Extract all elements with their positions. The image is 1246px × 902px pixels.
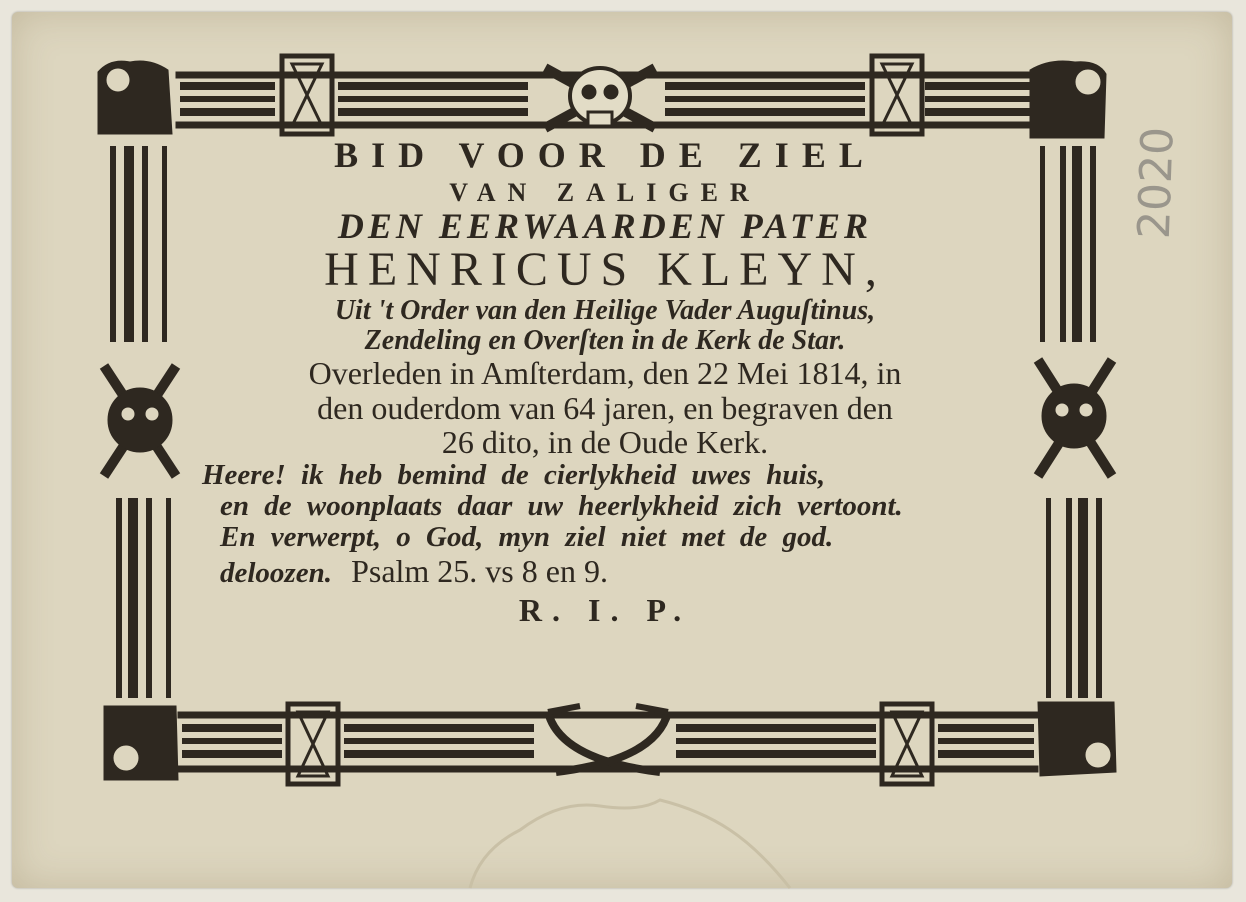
prayer-line-4-italic: deloozen.: [220, 556, 332, 589]
burial-line: 26 dito, in de Oude Kerk.: [441, 424, 769, 461]
death-line: Overleden in Amſterdam, den 22 Mei 1814, in: [308, 355, 902, 392]
psalm-reference: Psalm 25. vs 8 en 9.: [351, 552, 608, 589]
pencil-annotation: 2020: [1128, 126, 1184, 240]
deceased-name: HENRICUS KLEYN,: [324, 242, 886, 296]
prayer-line-2: en de woonplaats daar uw heerlykheid zich vertoont.: [220, 490, 903, 523]
rip-line: R. I. P.: [518, 592, 692, 629]
prayer-line-1: Heere! ik heb bemind de cierlykheid uwes huis,: [202, 458, 826, 491]
heading-van-zaliger: VAN ZALIGER: [449, 177, 761, 207]
order-line: Uit 't Order van den Heilige Vader Auguſtinus,: [334, 294, 876, 326]
age-line: den ouderdom van 64 jaren, en begraven den: [317, 389, 893, 426]
prayer-line-3: En verwerpt, o God, myn ziel niet met de god.: [220, 521, 834, 554]
mission-line: Zendeling en Overſten in de Kerk de Star.: [364, 324, 846, 356]
heading-den-eerwaarden-pater: DEN EERWAARDEN PATER: [337, 205, 873, 246]
heading-bid-voor-de-ziel: BID VOOR DE ZIEL: [334, 135, 876, 175]
